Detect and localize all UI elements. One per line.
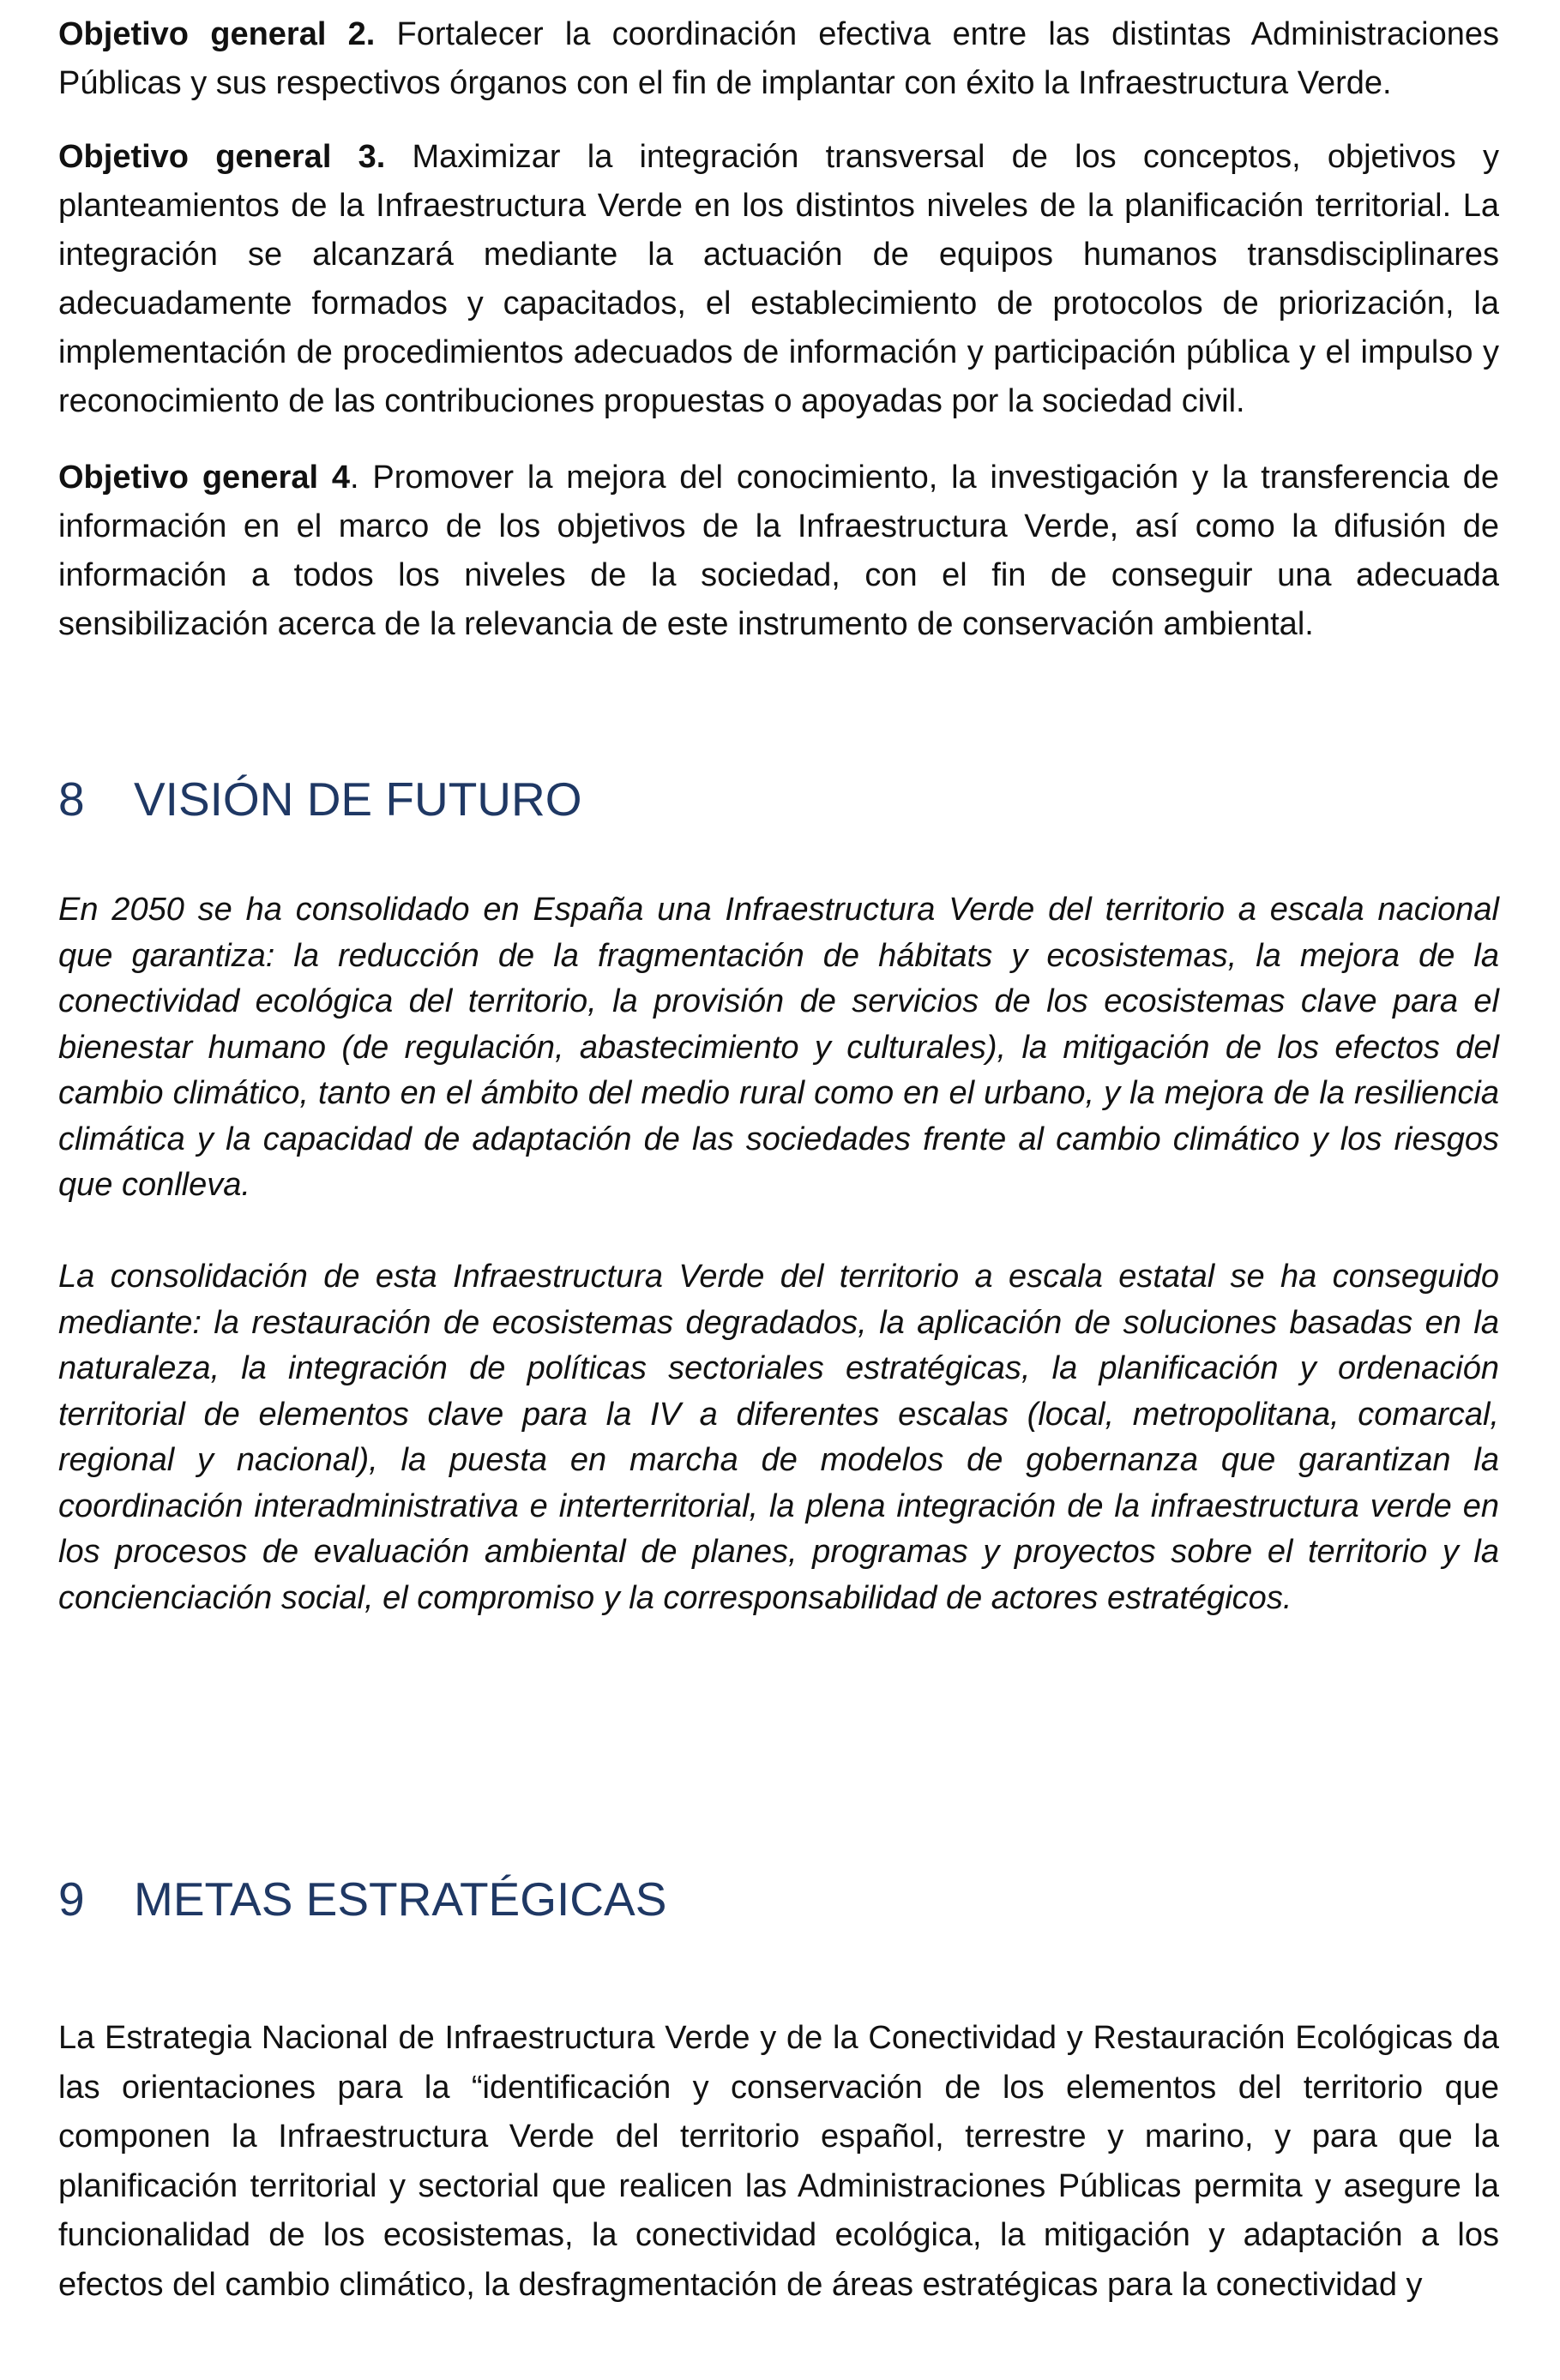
section-9-heading xyxy=(58,1872,666,1926)
objective-4-text: Promover la mejora del conocimiento, la investigación y la transferencia de información en el marco de los objetivos de la Infraestructura Verde, así como la difusión de información a todos los niveles de la sociedad, con el fin de conseguir una adecuada sensibilización acerca de la relevancia de este instrumento de conservación ambiental. xyxy=(58,460,1499,642)
objective-3-text: Maximizar la integración transversal de los conceptos, objetivos y planteamientos de la Infraestructura Verde en los distintos niveles de la planificación territorial. La integración se alcanzará mediante la actuación de equipos humanos transdisciplinares adecuadamente formados y capacitados, el establecimiento de protocolos de priorización, la implementación de procedimientos adecuados de información y participación pública y el impulso y reconocimiento de las contribuciones propuestas o apoyadas por la sociedad civil. xyxy=(58,139,1500,419)
section-8-title: VISIÓN DE FUTURO xyxy=(134,772,582,826)
objective-3-paragraph xyxy=(58,133,1499,426)
objective-3-label: Objetivo general 3. xyxy=(58,139,386,175)
objective-2-label-suffix: . xyxy=(365,16,376,52)
section-8-number: 8 xyxy=(58,772,85,826)
metas-paragraph: La Estrategia Nacional de Infraestructura Verde y de la Conectividad y Restauración Ecológicas da las orientaciones para la “identificación y conservación de los elementos del territorio que componen la Infraestructura Verde del territorio español, terrestre y marino, y para que la planificación territorial y sectorial que realicen las Administraciones Públicas permita y asegure la funcionalidad de los ecosistemas, la conectividad ecológica, la mitigación y adaptación a los efectos del cambio climático, la desfragmentación de áreas estratégicas para la conectividad y xyxy=(58,2020,1499,2303)
objective-2-text: Fortalecer la coordinación efectiva entre las distintas Administraciones Públicas y sus respectivos órganos con el fin de implantar con éxito la Infraestructura Verde. xyxy=(58,16,1499,101)
section-8-heading xyxy=(58,772,582,826)
objective-4-label: Objetivo general 4 xyxy=(58,460,350,496)
objective-2-label: Objetivo general 2 xyxy=(58,16,366,52)
objective-4-label-suffix: . xyxy=(349,460,359,496)
section-9-number: 9 xyxy=(58,1872,85,1926)
vision-paragraph-1: En 2050 se ha consolidado en España una Infraestructura Verde del territorio a escala nacional que garantiza: la reducción de la fragmentación de hábitats y ecosistemas, la mejora de la conectividad ecológica del territorio, la provisión de servicios de los ecosistemas clave para el bienestar humano (de regulación, abastecimiento y culturales), la mitigación de los efectos del cambio climático, tanto en el ámbito del medio rural como en el urbano, y la mejora de la resiliencia climática y la capacidad de adaptación de las sociedades frente al cambio climático y los riesgos que conlleva. xyxy=(58,892,1499,1203)
objective-4-paragraph xyxy=(58,454,1499,649)
objective-2-paragraph xyxy=(58,10,1499,108)
vision-paragraph-2: La consolidación de esta Infraestructura Verde del territorio a escala estatal se ha conseguido mediante: la restauración de ecosistemas degradados, la aplicación de soluciones basadas en la naturaleza, la integración de políticas sectoriales estratégicas, la planificación y ordenación territorial de elementos clave para la IV a diferentes escalas (local, metropolitana, comarcal, regional y nacional), la puesta en marcha de modelos de gobernanza que garantizan la coordinación interadministrativa e interterritorial, la plena integración de la infraestructura verde en los procesos de evaluación ambiental de planes, programas y proyectos sobre el territorio y la concienciación social, el compromiso y la corresponsabilidad de actores estratégicos. xyxy=(58,1259,1499,1616)
section-9-title: METAS ESTRATÉGICAS xyxy=(134,1872,667,1926)
